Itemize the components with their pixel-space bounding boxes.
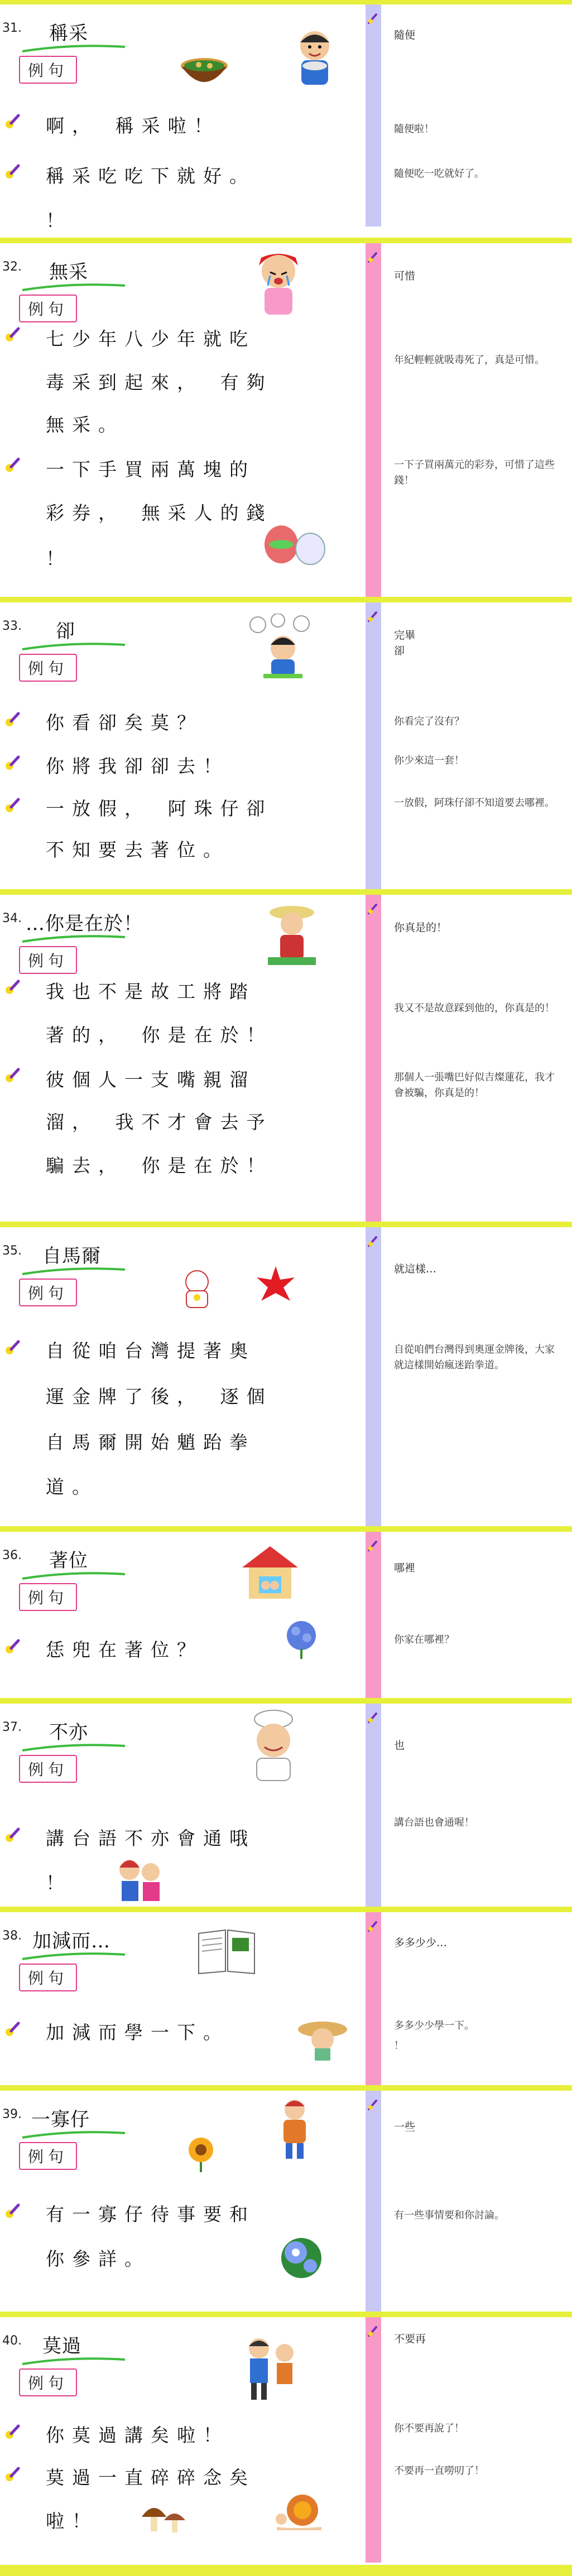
pencil-star-icon [367,1235,379,1247]
entry-word: 莫過 [42,2335,81,2357]
sentence-line: 啦！ [46,2510,98,2532]
pencil-star-icon [367,1711,379,1724]
pen-icon [4,755,20,771]
entry-number: 33. [2,619,22,633]
meaning-label: 就這樣… [394,1263,437,1275]
sentence-line: ！ [46,548,72,570]
sentence-line: 你將我卻卻去！ [46,755,229,777]
section-separator [0,2312,572,2317]
explanation-text: ！ [394,2040,404,2052]
entry-word: 一寡仔 [31,2109,90,2131]
pencil-star-icon [367,2325,379,2337]
pencil-star-icon [367,2099,379,2111]
pencil-star-icon [367,610,379,623]
section-separator [0,2085,572,2091]
explanation-text: 我又不是故意踩到他的，你真是的！ [394,1002,555,1014]
pen-icon [4,1827,20,1843]
explanation-text: 隨便啦！ [394,123,434,135]
entry-number: 31. [2,21,22,35]
explanation-text: 一下子買兩萬元的彩券，可惜了這些錢！ [394,459,555,486]
green-underline-swoosh [21,1570,127,1582]
sentence-line: 你莫過講矣啦！ [46,2424,229,2446]
example-badge: 例句 [19,1964,77,1991]
meaning-label: 哪裡 [394,1562,416,1574]
morning-glory-picture [273,2230,329,2286]
entry-34 [0,895,572,1222]
green-underline-swoosh [21,42,127,55]
side-color-bar [366,2091,381,2312]
entry-word: 卻 [56,620,75,643]
food-bowl-picture [177,52,231,93]
sentence-line: 彼個人一支嘴親溜 [46,1069,256,1091]
entry-word: …你是在於！ [26,913,143,935]
meaning-label-2: 卻 [394,645,405,657]
section-separator [0,2565,572,2576]
pencil-star-icon [367,1920,379,1932]
example-badge: 例句 [19,1279,77,1306]
pen-icon [4,980,20,995]
meaning-label: 隨便 [394,29,416,41]
pen-icon [4,2022,20,2037]
side-color-bar [366,1912,381,2085]
sentence-line: 講台語不亦會通哦 [46,1827,256,1849]
sentence-line: 著的， 你是在於！ [46,1024,273,1046]
colorful-eggs-picture [261,522,328,567]
side-color-bar [366,602,381,889]
entry-number: 38. [2,1929,22,1943]
entry-word: 著位 [49,1550,88,1572]
meaning-label: 不要再 [394,2333,426,2345]
section-separator [0,1907,572,1912]
sentence-line: 毒采到起來， 有夠 [46,372,273,393]
explanation-text: 一放假，阿珠仔卻不知道要去哪裡。 [394,797,555,809]
pen-icon [4,1068,20,1083]
green-underline-swoosh [21,1742,127,1754]
entry-number: 36. [2,1549,22,1562]
example-badge: 例句 [19,2142,77,2170]
explanation-text: 不要再一直嘮叨了！ [394,2465,484,2477]
section-separator [0,1222,572,1227]
side-color-bar [366,2317,381,2563]
sentence-line: 不知要去著位。 [46,839,229,861]
crying-girl-picture [248,247,309,319]
green-underline-swoosh [21,2129,127,2141]
snail-picture [271,2490,327,2535]
entry-word: 無采 [49,261,88,283]
explanation-text: 隨便吃一吃就好了。 [394,168,484,180]
sentence-line: ！ [46,1872,72,1894]
explanation-text: 你不要再說了！ [394,2423,464,2434]
pencil-star-icon [367,12,379,25]
entry-word: 不亦 [49,1721,88,1744]
meaning-label: 完畢 [394,629,416,641]
boy-eating-picture [288,27,342,88]
green-underline-swoosh [21,1265,127,1277]
sentence-line: 加減而學一下。 [46,2022,229,2043]
sentence-line: 有一寡仔待事要和 [46,2203,256,2225]
green-underline-swoosh [21,933,127,945]
section-separator [0,238,572,243]
pen-icon [4,2203,20,2219]
sentence-line: ！ [46,210,72,231]
explanation-text: 年紀輕輕就吸毒死了，真是可惜。 [394,354,545,366]
entry-37 [0,1704,572,1907]
side-color-bar [366,1704,381,1907]
pen-icon [4,712,20,727]
pencil-star-icon [367,251,379,263]
entry-number: 39. [2,2107,22,2121]
pen-icon [4,164,20,180]
meaning-label: 一些 [394,2121,416,2133]
sentence-line: 七少年八少年就吃 [46,328,256,350]
explanation-text: 你看完了沒有？ [394,716,464,727]
example-badge: 例句 [19,946,77,974]
explanation-text: 講台語也會通喔！ [394,1817,474,1829]
example-badge: 例句 [19,654,77,682]
section-separator [0,889,572,895]
side-color-bar [366,1227,381,1526]
entry-40 [0,2317,572,2563]
chef-picture [240,1707,307,1785]
explanation-text: 自從咱們台灣得到奧運金牌後，大家就這樣開始瘋迷跆拳道。 [394,1344,555,1371]
section-separator [0,597,572,602]
side-color-bar [366,895,381,1222]
sentence-line: 恁兜在著位？ [46,1639,203,1661]
thinking-boy-picture [247,614,319,681]
pen-icon [4,114,20,129]
pen-icon [4,1639,20,1654]
sentence-line: 莫過一直碎碎念矣 [46,2467,256,2488]
red-leaf-picture [253,1264,298,1309]
sentence-line: 彩券， 無采人的錢 [46,502,273,524]
meaning-label: 也 [394,1739,405,1752]
sentence-line: 你參詳。 [46,2248,151,2270]
pencil-star-icon [367,903,379,915]
entry-word: 自馬爾 [42,1245,101,1267]
entry-number: 35. [2,1244,22,1258]
example-badge: 例句 [19,1583,77,1611]
example-badge: 例句 [19,56,77,84]
pen-icon [4,2467,20,2482]
entry-31 [0,4,572,238]
girl-with-hat-picture [295,2013,350,2063]
farmer-picture [261,899,323,972]
pen-icon [4,798,20,813]
lucky-cat-picture [177,1266,217,1311]
example-badge: 例句 [19,1755,77,1783]
pencil-star-icon [367,1540,379,1552]
side-color-bar [366,4,381,226]
house-picture [237,1543,304,1604]
sentence-line: 運金牌了後， 逐個 [46,1386,273,1407]
explanation-text: 你少來這一套！ [394,755,464,766]
pen-icon [4,457,20,473]
section-separator [0,1698,572,1704]
entry-33 [0,602,572,889]
sentence-line: 溜， 我不才會去予 [46,1111,273,1133]
sentence-line: 稱采吃吃下就好。 [46,165,256,187]
entry-word: 加減而… [32,1930,110,1952]
pen-icon [4,1340,20,1355]
green-underline-swoosh [21,640,127,653]
entry-number: 32. [2,260,22,274]
green-underline-swoosh [21,1950,127,1962]
green-underline-swoosh [21,281,127,293]
example-badge: 例句 [19,2368,77,2396]
sentence-line: 我也不是故工將踏 [46,981,256,1002]
couple-picture [109,1853,171,1903]
explanation-text: 你家在哪裡？ [394,1634,454,1646]
side-color-bar [366,1532,381,1698]
example-badge: 例句 [19,295,77,322]
entry-39 [0,2091,572,2312]
meaning-label: 你真是的！ [394,922,448,934]
sentence-line: 啊， 稱采啦！ [46,115,220,137]
sentence-line: 無采。 [46,414,124,436]
sentence-line: 自馬爾開始魈跆拳 [46,1431,256,1453]
entry-number: 34. [2,911,22,925]
man-picture [272,2095,317,2162]
explanation-text: 多多少少學一下。 [394,2020,474,2032]
entry-38 [0,1912,572,2085]
explanation-text: 有一些事情要和你討論。 [394,2210,504,2221]
pen-icon [4,327,20,342]
sentence-line: 道。 [46,1476,98,1498]
meaning-label: 多多少少… [394,1937,448,1949]
entry-number: 40. [2,2334,22,2348]
section-separator [0,1526,572,1532]
book-picture [193,1926,260,1976]
sentence-line: 騙去， 你是在於！ [46,1155,273,1176]
meaning-label: 可惜 [394,270,416,282]
sentence-line: 一下手買兩萬塊的 [46,459,256,480]
green-underline-swoosh [21,2355,127,2367]
top-yellow-bar [0,0,572,4]
entry-36 [0,1532,572,1698]
entry-word: 稱采 [49,22,88,45]
explanation-text: 那個人一張嘴巴好似吉燦蓮花，我才會被騙，你真是的！ [394,1072,555,1099]
sentence-line: 一放假， 阿珠仔卻 [46,798,273,819]
family-picture [234,2332,307,2404]
side-color-bar [366,243,381,597]
sunflower-picture [184,2134,218,2173]
entry-number: 37. [2,1720,22,1734]
mushroom-picture [138,2498,189,2537]
sentence-line: 你看卻矣莫？ [46,712,203,734]
pen-icon [4,2424,20,2440]
entry-35 [0,1227,572,1526]
sentence-line: 自從咱台灣提著奧 [46,1340,256,1362]
entry-32 [0,243,572,597]
